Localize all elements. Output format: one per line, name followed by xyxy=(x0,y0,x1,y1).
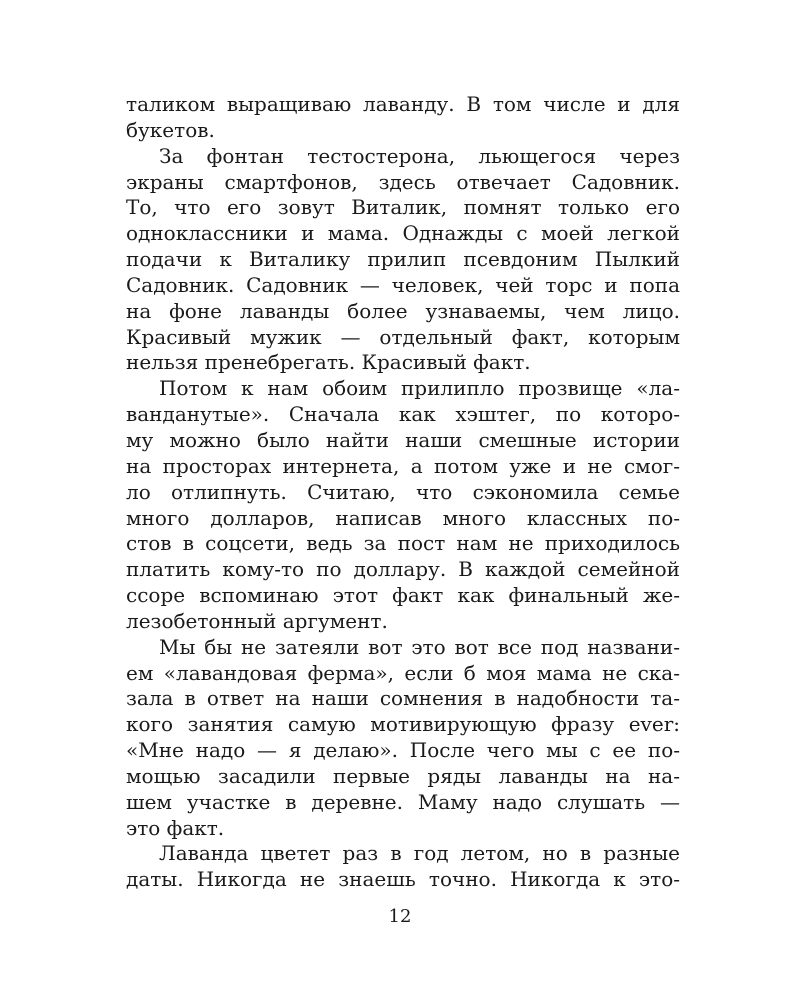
text-line: экраны смартфонов, здесь отвечает Садовник. xyxy=(126,169,680,194)
text-line: стов в соцсети, ведь за пост нам не приходилось xyxy=(126,531,680,556)
text-line: на просторах интернета, а потом уже и не смог- xyxy=(126,453,680,478)
text-line: даты. Никогда не знаешь точно. Никогда к это- xyxy=(126,867,680,892)
text-line: много долларов, написав много классных по- xyxy=(126,505,680,530)
text-line: Лаванда цветет раз в год летом, но в разные xyxy=(159,841,680,866)
text-line: му можно было найти наши смешные истории xyxy=(126,427,680,452)
text-line: «Мне надо — я делаю». После чего мы с ее по- xyxy=(126,738,680,763)
text-line: кого занятия самую мотивирующую фразу ever: xyxy=(126,712,680,737)
text-line: мощью засадили первые ряды лаванды на на- xyxy=(126,763,680,788)
text-line: Садовник. Садовник — человек, чей торс и попа xyxy=(126,272,680,297)
text-line: нельзя пренебрегать. Красивый факт. xyxy=(126,350,531,375)
text-line: ванданутые». Сначала как хэштег, по которо- xyxy=(126,402,680,427)
text-line: ссоре вспоминаю этот факт как финальный же- xyxy=(126,583,680,608)
text-line: То, что его зовут Виталик, помнят только его xyxy=(126,195,680,220)
text-line: таликом выращиваю лаванду. В том числе и для xyxy=(126,92,680,116)
body-text xyxy=(126,92,680,893)
text-line: лезобетонный аргумент. xyxy=(126,608,388,633)
text-line: Красивый мужик — отдельный факт, которым xyxy=(126,324,680,349)
text-line: шем участке в деревне. Маму надо слушать — xyxy=(126,789,680,814)
text-line: За фонтан тестостерона, льющегося через xyxy=(159,143,680,168)
page-number: 12 xyxy=(388,906,412,927)
text-line: зала в ответ на наши сомнения в надобности та- xyxy=(126,686,680,711)
text-line: ло отлипнуть. Считаю, что сэкономила семье xyxy=(126,479,680,504)
text-line: платить кому-то по доллару. В каждой семейной xyxy=(126,557,680,582)
text-line: букетов. xyxy=(126,117,215,142)
text-line: ем «лавандовая ферма», если б моя мама не ска- xyxy=(126,660,680,685)
text-line: на фоне лаванды более узнаваемы, чем лицо. xyxy=(126,298,680,323)
text-line: подачи к Виталику прилип псевдоним Пылкий xyxy=(126,247,680,272)
text-line: Потом к нам обоим прилипло прозвище «ла- xyxy=(159,376,680,401)
text-line: Мы бы не затеяли вот это вот все под названи- xyxy=(159,634,680,659)
text-line: это факт. xyxy=(126,815,225,840)
text-line: одноклассники и мама. Однажды с моей легкой xyxy=(126,221,680,246)
